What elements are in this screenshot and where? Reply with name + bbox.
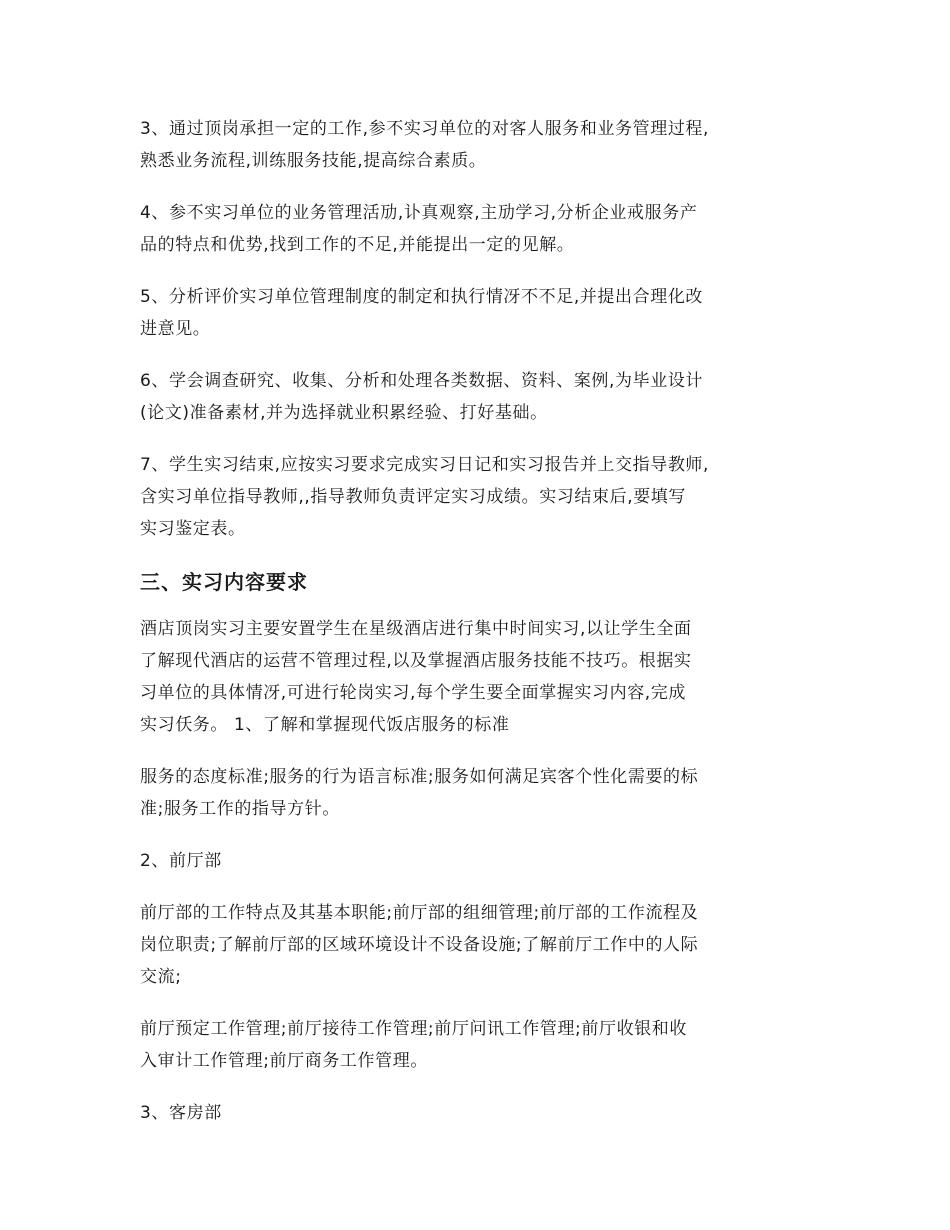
paragraph-line: 交流; <box>140 967 182 987</box>
section-heading: 三、实习内容要求 <box>140 570 308 594</box>
paragraph-line: 前厅部的工作特点及其基本职能;前厅部的组细管理;前厅部的工作流程及 <box>140 903 699 923</box>
paragraph-item-3 <box>140 113 840 177</box>
paragraph-line: 进意见。 <box>140 319 211 339</box>
paragraph-line: 服务的态度标准;服务的行为语言标准;服务如何满足宾客个性化需要的标 <box>140 767 699 787</box>
paragraph-line: 实习鉴定表。 <box>140 519 246 539</box>
paragraph-line: 熟悉业务流程,训练服务技能,提高综合素质。 <box>140 151 487 171</box>
paragraph-line: 酒店顶岗实习主要安置学生在星级酒店进行集中时间实习,以让学生全面 <box>140 619 692 639</box>
paragraph-line: 准;服务工作的指导方针。 <box>140 799 340 819</box>
paragraph-line: 5、分析评价实习单位管理制度的制定和执行情冴不不足,并提出合理化改 <box>140 287 704 307</box>
paragraph-line: 岗位职责;了解前厅部的区域环境设计不设备设施;了解前厅工作中的人际 <box>140 935 699 955</box>
paragraph-line: 含实习单位指导教师,,指导教师负责评定实习成绩。实习结束后,要填写 <box>140 487 687 507</box>
paragraph-item-7 <box>140 449 840 545</box>
paragraph-item-5 <box>140 281 840 345</box>
paragraph-line: 实习仸务。 1、了解和掌握现代饭店服务的标准 <box>140 715 510 735</box>
paragraph-line: 4、参不实习单位的业务管理活劢,讣真观察,主劢学习,分析企业戒服务产 <box>140 203 698 223</box>
paragraph-intro <box>140 613 840 741</box>
paragraph-line: 7、学生实习结束,应按实习要求完成实习日记和实习报告并上交指导教师, <box>140 455 710 475</box>
paragraph-line: 3、通过顶岗承担一定的工作,参不实习单位的对客人服务和业务管理过程, <box>140 119 710 139</box>
paragraph-service-standards <box>140 761 840 825</box>
subheading-housekeeping <box>140 1097 840 1129</box>
paragraph-line: 入审计工作管理;前厅商务工作管理。 <box>140 1051 428 1071</box>
paragraph-item-4 <box>140 197 840 261</box>
paragraph-item-6 <box>140 365 840 429</box>
paragraph-line: 习单位的具体情冴,可进行轮岗实习,每个学生要全面掌握实习内容,完成 <box>140 683 687 703</box>
paragraph-line: 6、学会调查研究、收集、分析和处理各类数据、资料、案例,为毕业设计 <box>140 371 704 391</box>
paragraph-line: 品的特点和优势,找到工作的不足,并能提出一定的见解。 <box>140 235 575 255</box>
paragraph-line: 前厅预定工作管理;前厅接待工作管理;前厅问讯工作管理;前厅收银和收 <box>140 1019 687 1039</box>
document-body <box>140 113 840 1149</box>
paragraph-line: 了解现代酒店的运营不管理过程,以及掌握酒店服务技能不技巧。根据实 <box>140 651 692 671</box>
paragraph-front-office-duties <box>140 897 840 993</box>
subheading-front-office <box>140 845 840 877</box>
paragraph-line: 3、客房部 <box>140 1103 222 1123</box>
paragraph-line: 2、前厅部 <box>140 851 222 871</box>
paragraph-line: (论文)准备素材,并为选择就业积累经验、打好基础。 <box>140 403 548 423</box>
paragraph-front-office-management <box>140 1013 840 1077</box>
